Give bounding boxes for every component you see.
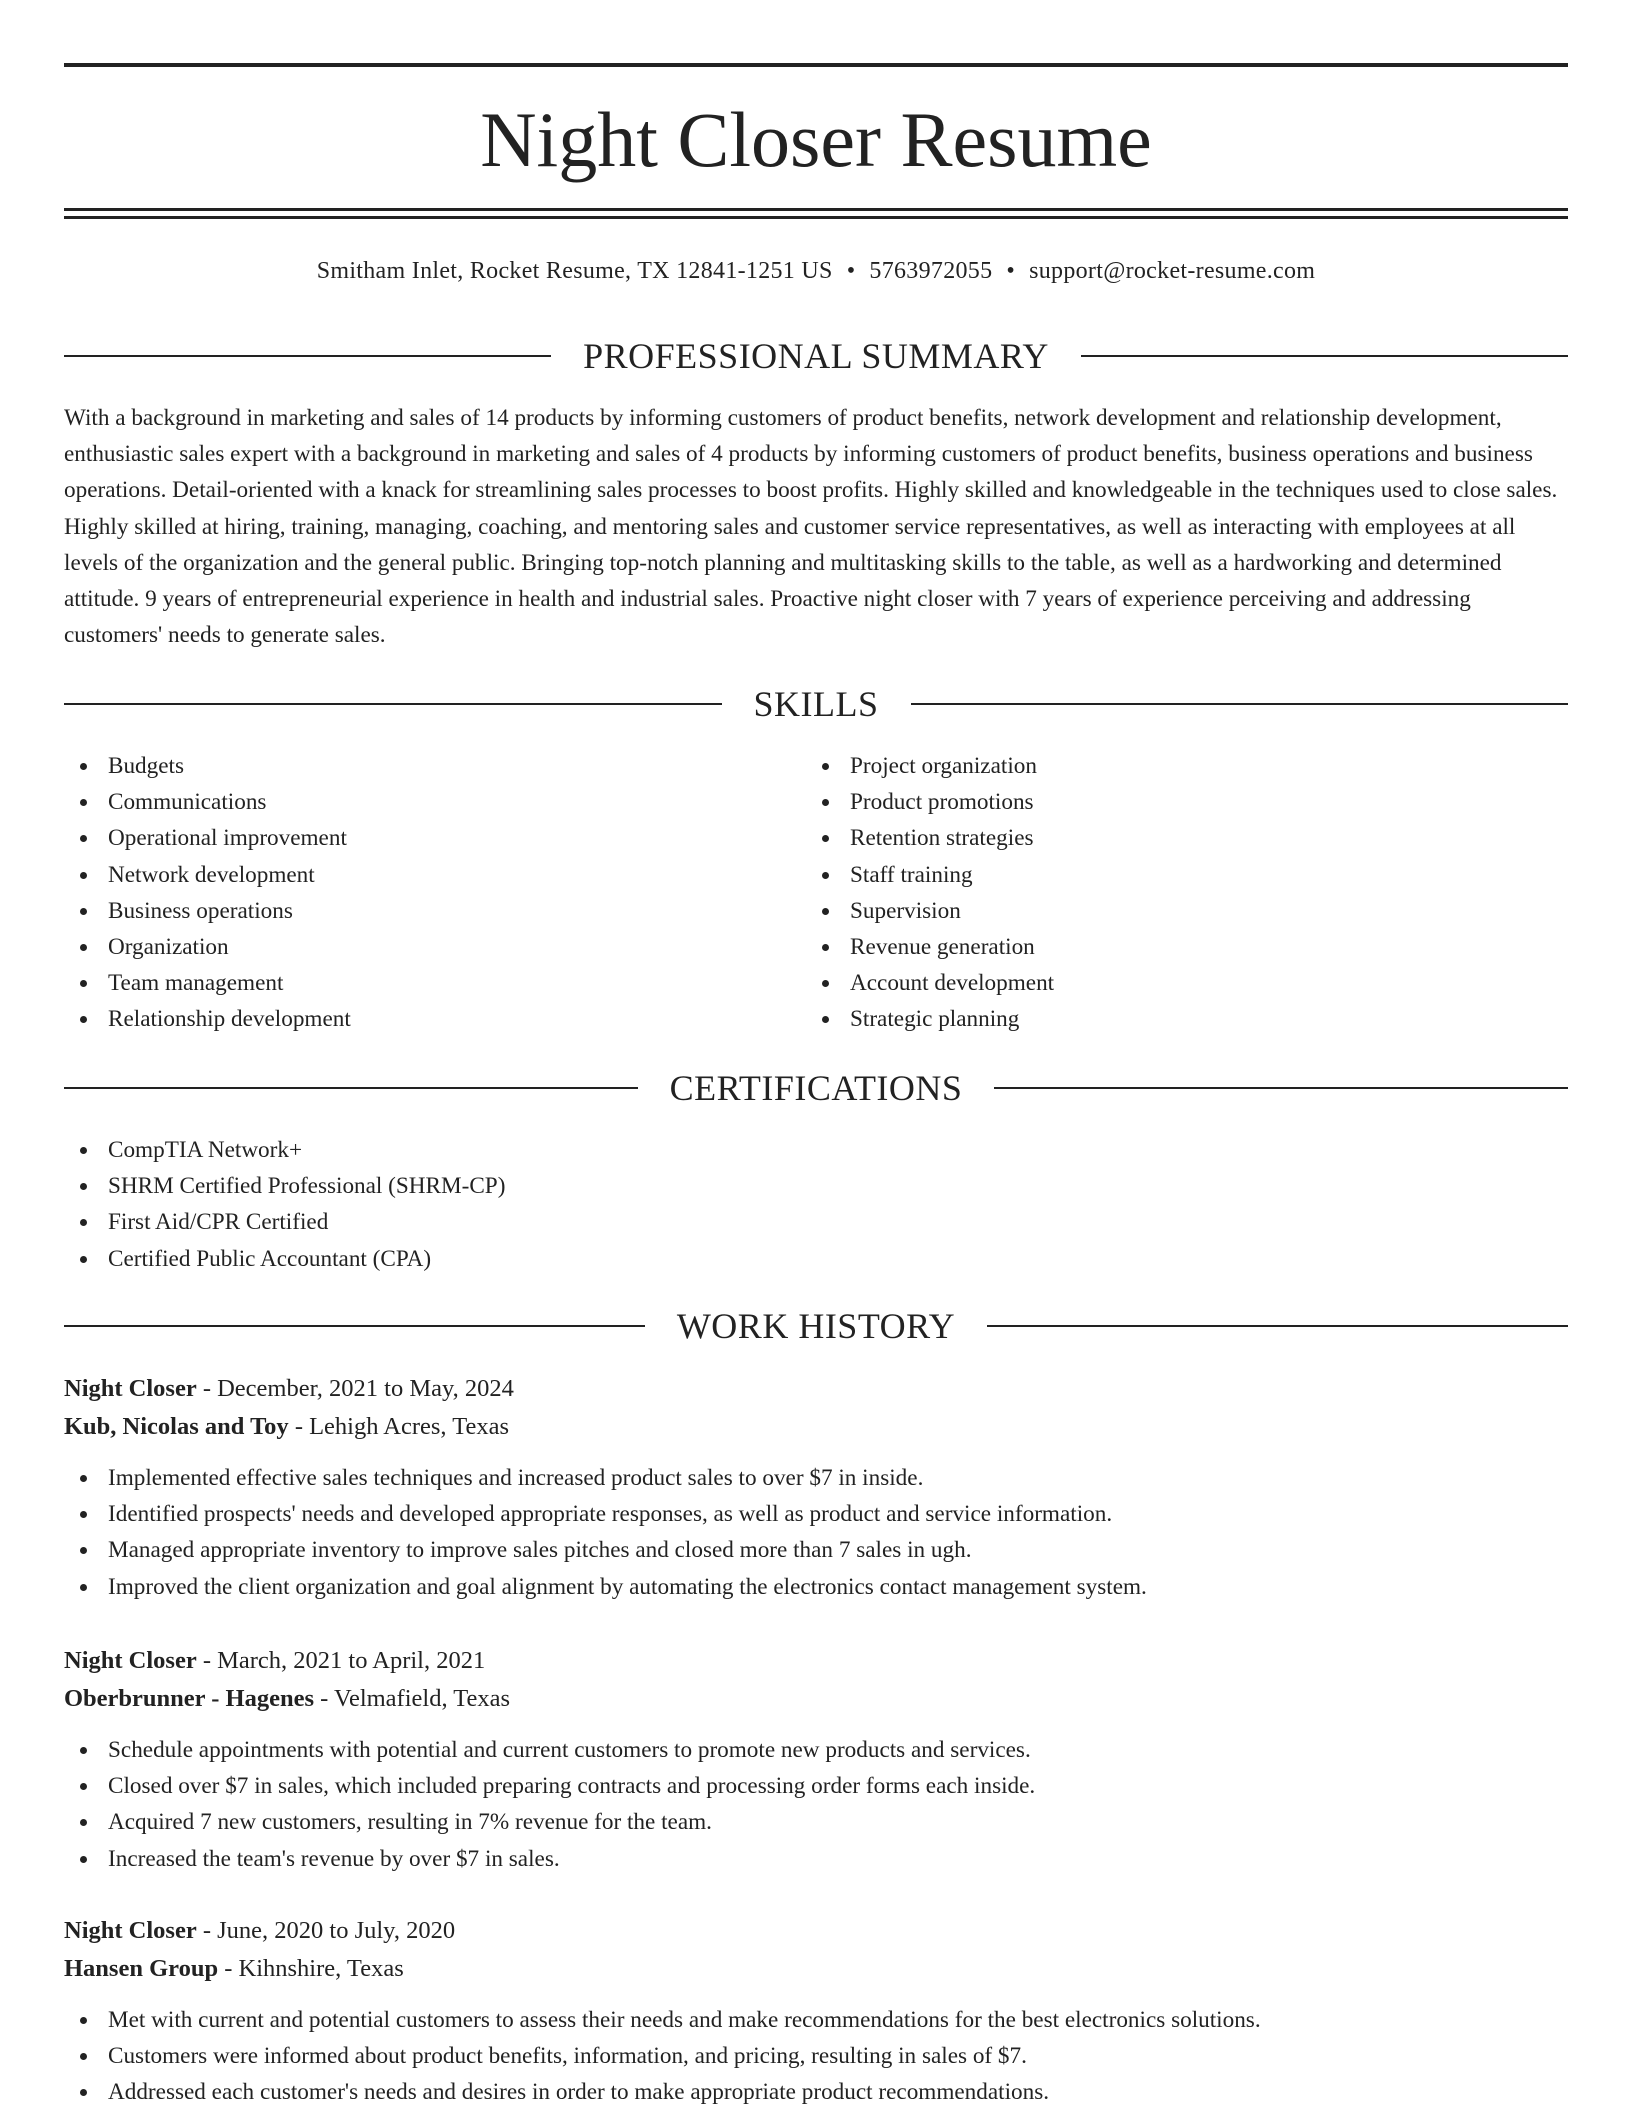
bullet-icon bbox=[822, 872, 829, 879]
skills-column-left bbox=[64, 748, 804, 1038]
skills-list-right bbox=[806, 748, 1546, 1038]
bullet-icon bbox=[80, 763, 87, 770]
job-title: Night Closer bbox=[64, 1917, 197, 1944]
bullet-icon bbox=[80, 1819, 87, 1826]
bullet-icon bbox=[80, 1584, 87, 1591]
skill-label: Product promotions bbox=[850, 789, 1034, 816]
work-history-heading bbox=[64, 1304, 1568, 1348]
skill-item bbox=[64, 1001, 804, 1037]
job-company: Hansen Group bbox=[64, 1955, 219, 1982]
job-title-line bbox=[64, 1912, 1568, 1950]
job-bullet bbox=[64, 1532, 1568, 1568]
skill-item bbox=[64, 965, 804, 1001]
bullet-icon bbox=[80, 835, 87, 842]
contact-phone: 5763972055 bbox=[869, 258, 993, 284]
certification-item bbox=[64, 1168, 1568, 1204]
bullet-icon bbox=[80, 1147, 87, 1154]
bullet-icon bbox=[80, 1256, 87, 1263]
heading-rule-right bbox=[1081, 355, 1568, 357]
job-location: - Lehigh Acres, Texas bbox=[288, 1413, 509, 1440]
certification-item bbox=[64, 1132, 1568, 1168]
skill-label: Organization bbox=[108, 934, 229, 961]
heading-rule-left bbox=[64, 1087, 638, 1089]
job-entry bbox=[64, 1642, 1568, 1877]
bullet-icon bbox=[80, 1219, 87, 1226]
skills-list-left bbox=[64, 748, 804, 1038]
contact-separator: • bbox=[1006, 258, 1016, 284]
bullet-icon bbox=[822, 763, 829, 770]
job-company: Kub, Nicolas and Toy bbox=[64, 1413, 289, 1440]
certifications-list bbox=[64, 1132, 1568, 1277]
job-title-line bbox=[64, 1642, 1568, 1680]
certifications-heading-label: CERTIFICATIONS bbox=[669, 1068, 963, 1108]
summary-text: With a background in marketing and sales of 14 products by informing customers of product benefits, network development and relationship development, enthusiastic sales expert with a background in marketing and sales of 4 products by informing customers of product benefits, business operations and business operations. Detail-oriented with a knack for streamlining sales processes to boost profits. Highly skilled and knowledgeable in the techniques used to close sales. Highly skilled at hiring, training, managing, coaching, and mentoring sales and customer service representatives, as well as interacting with employees at all levels of the organization and the general public. Bringing top-notch planning and multitasking skills to the table, as well as a hardworking and determined attitude. 9 years of entrepreneurial experience in health and industrial sales. Proactive night closer with 7 years of experience perceiving and addressing customers' needs to generate sales. bbox=[64, 405, 1558, 649]
skill-item bbox=[806, 820, 1546, 856]
skill-label: Account development bbox=[850, 970, 1055, 997]
skill-label: Strategic planning bbox=[850, 1006, 1020, 1033]
skill-label: Relationship development bbox=[108, 1006, 351, 1033]
certification-item bbox=[64, 1204, 1568, 1240]
skill-item bbox=[64, 784, 804, 820]
job-title: Night Closer bbox=[64, 1375, 197, 1402]
bullet-icon bbox=[80, 872, 87, 879]
skills-column-right bbox=[806, 748, 1546, 1038]
skill-item bbox=[806, 965, 1546, 1001]
skill-label: Business operations bbox=[108, 897, 293, 924]
summary-heading-label: PROFESSIONAL SUMMARY bbox=[583, 336, 1049, 376]
skill-label: Retention strategies bbox=[850, 825, 1034, 852]
job-bullet-text: Identified prospects' needs and developed appropriate responses, as well as product and service information. bbox=[108, 1501, 1113, 1528]
bullet-icon bbox=[80, 908, 87, 915]
job-bullets bbox=[64, 2002, 1568, 2111]
job-title-line bbox=[64, 1370, 1568, 1408]
job-bullet-text: Addressed each customer's needs and desires in order to make appropriate product recommendations. bbox=[108, 2079, 1050, 2106]
job-bullet-text: Implemented effective sales techniques and increased product sales to over $7 in inside. bbox=[108, 1465, 924, 1491]
job-bullet-text: Customers were informed about product benefits, information, and pricing, resulting in sales of $7. bbox=[108, 2043, 1027, 2070]
job-bullet-text: Improved the client organization and goal alignment by automating the electronics contact management system. bbox=[108, 1573, 1147, 1600]
job-bullet bbox=[64, 1768, 1568, 1804]
skill-label: Network development bbox=[108, 861, 315, 888]
job-dates: - December, 2021 to May, 2024 bbox=[196, 1375, 514, 1402]
job-location: - Velmafield, Texas bbox=[314, 1685, 511, 1712]
bullet-icon bbox=[80, 1183, 87, 1190]
job-bullet bbox=[64, 2074, 1568, 2110]
skills-heading-label: SKILLS bbox=[753, 684, 879, 724]
certifications-block bbox=[64, 1132, 1568, 1277]
certification-item bbox=[64, 1241, 1568, 1277]
bullet-icon bbox=[822, 835, 829, 842]
heading-rule-left bbox=[64, 1325, 645, 1327]
heading-rule-right bbox=[911, 703, 1569, 705]
summary-heading bbox=[64, 334, 1568, 378]
job-bullet-text: Met with current and potential customers to assess their needs and make recommendations for the best electronics solutions. bbox=[108, 2007, 1261, 2033]
skill-item bbox=[64, 820, 804, 856]
bullet-icon bbox=[80, 2089, 87, 2096]
bullet-icon bbox=[80, 799, 87, 806]
certifications-heading bbox=[64, 1066, 1568, 1110]
job-bullet bbox=[64, 1569, 1568, 1605]
job-bullet bbox=[64, 1496, 1568, 1532]
job-bullet bbox=[64, 1732, 1568, 1768]
job-bullet-text: Managed appropriate inventory to improve sales pitches and closed more than 7 sales in ugh. bbox=[108, 1537, 972, 1564]
skills-heading bbox=[64, 682, 1568, 726]
skill-label: Budgets bbox=[108, 753, 185, 779]
heading-rule-right bbox=[994, 1087, 1568, 1089]
heading-rule-right bbox=[987, 1325, 1568, 1327]
job-bullet bbox=[64, 1841, 1568, 1877]
bullet-icon bbox=[80, 1747, 87, 1754]
page-title: Night Closer Resume bbox=[480, 96, 1152, 183]
certification-label: First Aid/CPR Certified bbox=[108, 1209, 329, 1236]
skill-label: Revenue generation bbox=[850, 934, 1035, 961]
skill-label: Staff training bbox=[850, 861, 973, 888]
bullet-icon bbox=[80, 2053, 87, 2060]
skill-label: Team management bbox=[108, 970, 284, 997]
certification-label: Certified Public Accountant (CPA) bbox=[108, 1245, 432, 1272]
job-bullet bbox=[64, 2038, 1568, 2074]
skill-item bbox=[806, 929, 1546, 965]
skill-item bbox=[64, 857, 804, 893]
job-dates: - March, 2021 to April, 2021 bbox=[196, 1647, 486, 1674]
contact-line bbox=[64, 256, 1568, 286]
job-bullet-text: Closed over $7 in sales, which included preparing contracts and processing order forms each inside. bbox=[108, 1773, 1036, 1800]
job-bullets bbox=[64, 1460, 1568, 1605]
skill-item bbox=[806, 784, 1546, 820]
bullet-icon bbox=[80, 1856, 87, 1863]
work-history-heading-label: WORK HISTORY bbox=[676, 1306, 956, 1346]
job-bullets bbox=[64, 1732, 1568, 1877]
title-rule-upper bbox=[64, 208, 1568, 211]
skill-label: Operational improvement bbox=[108, 825, 347, 852]
contact-address: Smitham Inlet, Rocket Resume, TX 12841-1251 US bbox=[316, 258, 833, 284]
job-company-line bbox=[64, 1950, 1568, 1988]
bullet-icon bbox=[822, 1016, 829, 1023]
bullet-icon bbox=[822, 980, 829, 987]
skill-item bbox=[64, 893, 804, 929]
skill-item bbox=[806, 893, 1546, 929]
heading-rule-left bbox=[64, 355, 551, 357]
title-rule-lower bbox=[64, 216, 1568, 219]
bullet-icon bbox=[80, 980, 87, 987]
job-bullet bbox=[64, 2002, 1568, 2038]
job-bullet-text: Acquired 7 new customers, resulting in 7% revenue for the team. bbox=[108, 1809, 712, 1836]
bullet-icon bbox=[822, 908, 829, 915]
skill-item bbox=[806, 1001, 1546, 1037]
job-bullet-text: Increased the team's revenue by over $7 in sales. bbox=[108, 1845, 560, 1872]
bullet-icon bbox=[80, 1475, 87, 1482]
skill-item bbox=[64, 929, 804, 965]
bullet-icon bbox=[80, 1547, 87, 1554]
skill-item bbox=[64, 748, 804, 784]
bullet-icon bbox=[80, 2017, 87, 2024]
job-bullet bbox=[64, 1804, 1568, 1840]
contact-email: support@rocket-resume.com bbox=[1029, 258, 1316, 284]
skill-label: Communications bbox=[108, 789, 267, 816]
bullet-icon bbox=[80, 944, 87, 951]
job-title: Night Closer bbox=[64, 1647, 197, 1674]
skill-label: Supervision bbox=[850, 897, 961, 924]
skill-item bbox=[806, 857, 1546, 893]
heading-rule-left bbox=[64, 703, 722, 705]
bullet-icon bbox=[80, 1783, 87, 1790]
job-company-line bbox=[64, 1408, 1568, 1446]
job-bullet bbox=[64, 1460, 1568, 1496]
job-entry bbox=[64, 1370, 1568, 1605]
job-location: - Kihnshire, Texas bbox=[218, 1955, 404, 1982]
bullet-icon bbox=[80, 1511, 87, 1518]
bullet-icon bbox=[80, 1016, 87, 1023]
job-entry bbox=[64, 1912, 1568, 2111]
job-company: Oberbrunner - Hagenes bbox=[64, 1685, 314, 1712]
bullet-icon bbox=[822, 799, 829, 806]
bullet-icon bbox=[822, 944, 829, 951]
job-company-line bbox=[64, 1680, 1568, 1718]
top-rule bbox=[64, 63, 1568, 67]
job-bullet-text: Schedule appointments with potential and current customers to promote new products and services. bbox=[108, 1737, 1031, 1763]
certification-label: SHRM Certified Professional (SHRM-CP) bbox=[108, 1173, 506, 1200]
job-dates: - June, 2020 to July, 2020 bbox=[196, 1917, 456, 1944]
skill-label: Project organization bbox=[850, 753, 1037, 779]
certification-label: CompTIA Network+ bbox=[108, 1137, 303, 1163]
skill-item bbox=[806, 748, 1546, 784]
contact-separator: • bbox=[846, 258, 856, 284]
